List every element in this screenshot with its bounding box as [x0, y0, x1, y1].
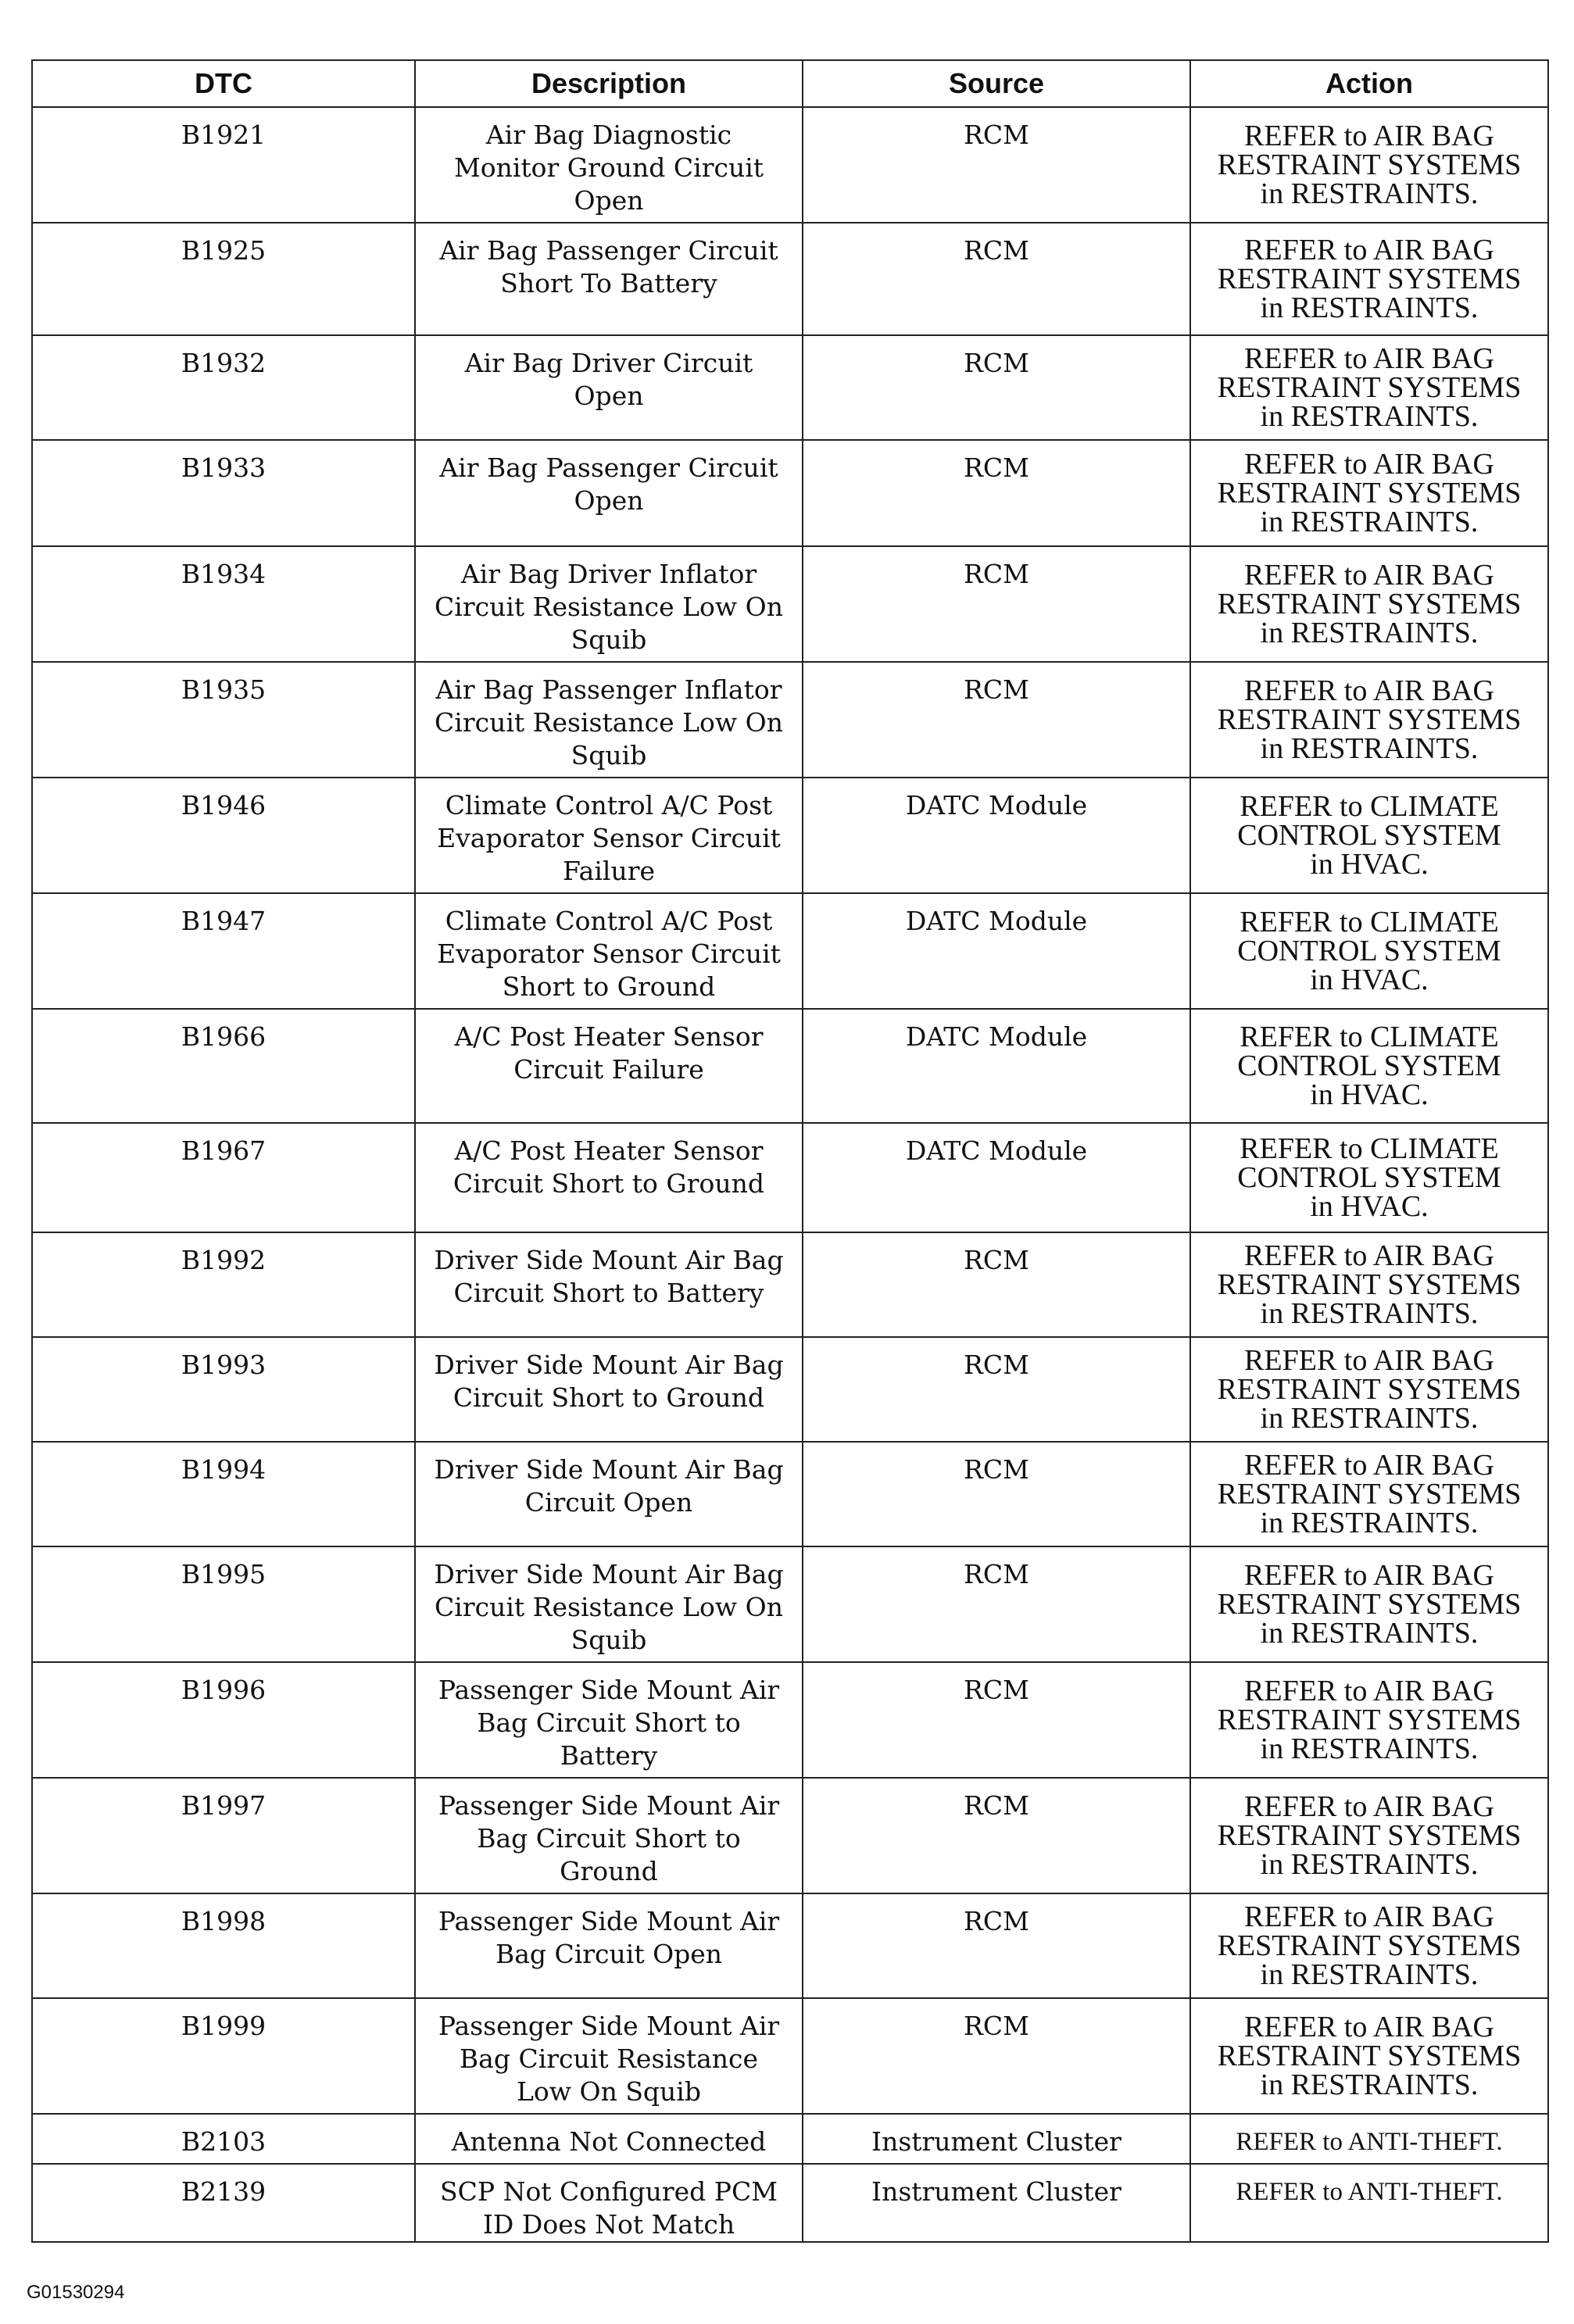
source-cell: Instrument Cluster [803, 2114, 1190, 2164]
source-cell: RCM [803, 1662, 1190, 1778]
source-cell: RCM [803, 335, 1190, 440]
action-cell: REFER to AIR BAG RESTRAINT SYSTEMS in RESTRAINTS. [1190, 1337, 1548, 1442]
column-header-dtc: DTC [32, 60, 415, 107]
description-cell: Passenger Side Mount Air Bag Circuit Short to Battery [415, 1662, 803, 1778]
description-cell: A/C Post Heater Sensor Circuit Failure [415, 1009, 803, 1123]
dtc-cell: B1921 [32, 107, 415, 223]
action-cell: REFER to CLIMATE CONTROL SYSTEM in HVAC. [1190, 893, 1548, 1009]
source-cell: DATC Module [803, 778, 1190, 893]
table-row [32, 2164, 1548, 2242]
source-cell: RCM [803, 1998, 1190, 2114]
action-cell: REFER to AIR BAG RESTRAINT SYSTEMS in RESTRAINTS. [1190, 223, 1548, 335]
action-cell: REFER to AIR BAG RESTRAINT SYSTEMS in RESTRAINTS. [1190, 546, 1548, 662]
dtc-cell: B1996 [32, 1662, 415, 1778]
source-cell: RCM [803, 1893, 1190, 1998]
description-cell: Air Bag Driver Inflator Circuit Resistance Low On Squib [415, 546, 803, 662]
table-row [32, 1662, 1548, 1778]
action-cell: REFER to ANTI-THEFT. [1190, 2164, 1548, 2242]
source-cell: RCM [803, 1778, 1190, 1893]
action-cell: REFER to CLIMATE CONTROL SYSTEM in HVAC. [1190, 778, 1548, 893]
action-cell: REFER to AIR BAG RESTRAINT SYSTEMS in RESTRAINTS. [1190, 1442, 1548, 1546]
table-row [32, 778, 1548, 893]
action-cell: REFER to AIR BAG RESTRAINT SYSTEMS in RESTRAINTS. [1190, 1662, 1548, 1778]
source-cell: RCM [803, 1546, 1190, 1662]
dtc-cell: B1998 [32, 1893, 415, 1998]
source-cell: DATC Module [803, 1123, 1190, 1232]
table-row [32, 1998, 1548, 2114]
source-cell: Instrument Cluster [803, 2164, 1190, 2242]
description-cell: Driver Side Mount Air Bag Circuit Resistance Low On Squib [415, 1546, 803, 1662]
source-cell: RCM [803, 546, 1190, 662]
table-row [32, 2114, 1548, 2164]
action-cell: REFER to AIR BAG RESTRAINT SYSTEMS in RESTRAINTS. [1190, 1893, 1548, 1998]
table-row [32, 440, 1548, 546]
dtc-cell: B1934 [32, 546, 415, 662]
dtc-cell: B1925 [32, 223, 415, 335]
dtc-table [31, 59, 1549, 2243]
table-header-row [32, 60, 1548, 107]
table-row [32, 662, 1548, 778]
description-cell: Driver Side Mount Air Bag Circuit Open [415, 1442, 803, 1546]
description-cell: Climate Control A/C Post Evaporator Sensor Circuit Failure [415, 778, 803, 893]
description-cell: A/C Post Heater Sensor Circuit Short to Ground [415, 1123, 803, 1232]
action-cell: REFER to CLIMATE CONTROL SYSTEM in HVAC. [1190, 1009, 1548, 1123]
dtc-cell: B1932 [32, 335, 415, 440]
description-cell: Air Bag Driver Circuit Open [415, 335, 803, 440]
table-row [32, 1546, 1548, 1662]
table-row [32, 1893, 1548, 1998]
column-header-source: Source [803, 60, 1190, 107]
description-cell: Antenna Not Connected [415, 2114, 803, 2164]
dtc-cell: B1995 [32, 1546, 415, 1662]
dtc-cell: B1967 [32, 1123, 415, 1232]
description-cell: SCP Not Configured PCM ID Does Not Match [415, 2164, 803, 2242]
source-cell: RCM [803, 107, 1190, 223]
source-cell: RCM [803, 1232, 1190, 1337]
dtc-cell: B2139 [32, 2164, 415, 2242]
dtc-cell: B1947 [32, 893, 415, 1009]
dtc-cell: B1992 [32, 1232, 415, 1337]
description-cell: Air Bag Passenger Circuit Short To Battery [415, 223, 803, 335]
action-cell: REFER to AIR BAG RESTRAINT SYSTEMS in RESTRAINTS. [1190, 440, 1548, 546]
description-cell: Passenger Side Mount Air Bag Circuit Open [415, 1893, 803, 1998]
dtc-cell: B1946 [32, 778, 415, 893]
action-cell: REFER to AIR BAG RESTRAINT SYSTEMS in RESTRAINTS. [1190, 1778, 1548, 1893]
dtc-cell: B1997 [32, 1778, 415, 1893]
source-cell: DATC Module [803, 1009, 1190, 1123]
table-row [32, 1232, 1548, 1337]
action-cell: REFER to AIR BAG RESTRAINT SYSTEMS in RESTRAINTS. [1190, 662, 1548, 778]
source-cell: RCM [803, 223, 1190, 335]
dtc-cell: B1935 [32, 662, 415, 778]
dtc-cell: B2103 [32, 2114, 415, 2164]
source-cell: RCM [803, 1442, 1190, 1546]
description-cell: Driver Side Mount Air Bag Circuit Short to Battery [415, 1232, 803, 1337]
table-row [32, 335, 1548, 440]
description-cell: Air Bag Diagnostic Monitor Ground Circuit Open [415, 107, 803, 223]
action-cell: REFER to AIR BAG RESTRAINT SYSTEMS in RESTRAINTS. [1190, 335, 1548, 440]
description-cell: Passenger Side Mount Air Bag Circuit Resistance Low On Squib [415, 1998, 803, 2114]
source-cell: DATC Module [803, 893, 1190, 1009]
table-row [32, 1778, 1548, 1893]
dtc-cell: B1994 [32, 1442, 415, 1546]
dtc-cell: B1999 [32, 1998, 415, 2114]
dtc-cell: B1993 [32, 1337, 415, 1442]
description-cell: Climate Control A/C Post Evaporator Sensor Circuit Short to Ground [415, 893, 803, 1009]
table-row [32, 546, 1548, 662]
description-cell: Passenger Side Mount Air Bag Circuit Short to Ground [415, 1778, 803, 1893]
description-cell: Driver Side Mount Air Bag Circuit Short to Ground [415, 1337, 803, 1442]
dtc-cell: B1933 [32, 440, 415, 546]
source-cell: RCM [803, 662, 1190, 778]
column-header-description: Description [415, 60, 803, 107]
table-row [32, 1337, 1548, 1442]
table-row [32, 1442, 1548, 1546]
action-cell: REFER to AIR BAG RESTRAINT SYSTEMS in RESTRAINTS. [1190, 1232, 1548, 1337]
source-cell: RCM [803, 1337, 1190, 1442]
figure-id: G01530294 [27, 2282, 125, 2303]
column-header-action: Action [1190, 60, 1548, 107]
action-cell: REFER to AIR BAG RESTRAINT SYSTEMS in RESTRAINTS. [1190, 1546, 1548, 1662]
action-cell: REFER to AIR BAG RESTRAINT SYSTEMS in RESTRAINTS. [1190, 1998, 1548, 2114]
dtc-cell: B1966 [32, 1009, 415, 1123]
action-cell: REFER to AIR BAG RESTRAINT SYSTEMS in RESTRAINTS. [1190, 107, 1548, 223]
action-cell: REFER to CLIMATE CONTROL SYSTEM in HVAC. [1190, 1123, 1548, 1232]
table-row [32, 1123, 1548, 1232]
table-row [32, 107, 1548, 223]
description-cell: Air Bag Passenger Circuit Open [415, 440, 803, 546]
table-row [32, 223, 1548, 335]
table-row [32, 893, 1548, 1009]
table-row [32, 1009, 1548, 1123]
action-cell: REFER to ANTI-THEFT. [1190, 2114, 1548, 2164]
description-cell: Air Bag Passenger Inflator Circuit Resistance Low On Squib [415, 662, 803, 778]
source-cell: RCM [803, 440, 1190, 546]
